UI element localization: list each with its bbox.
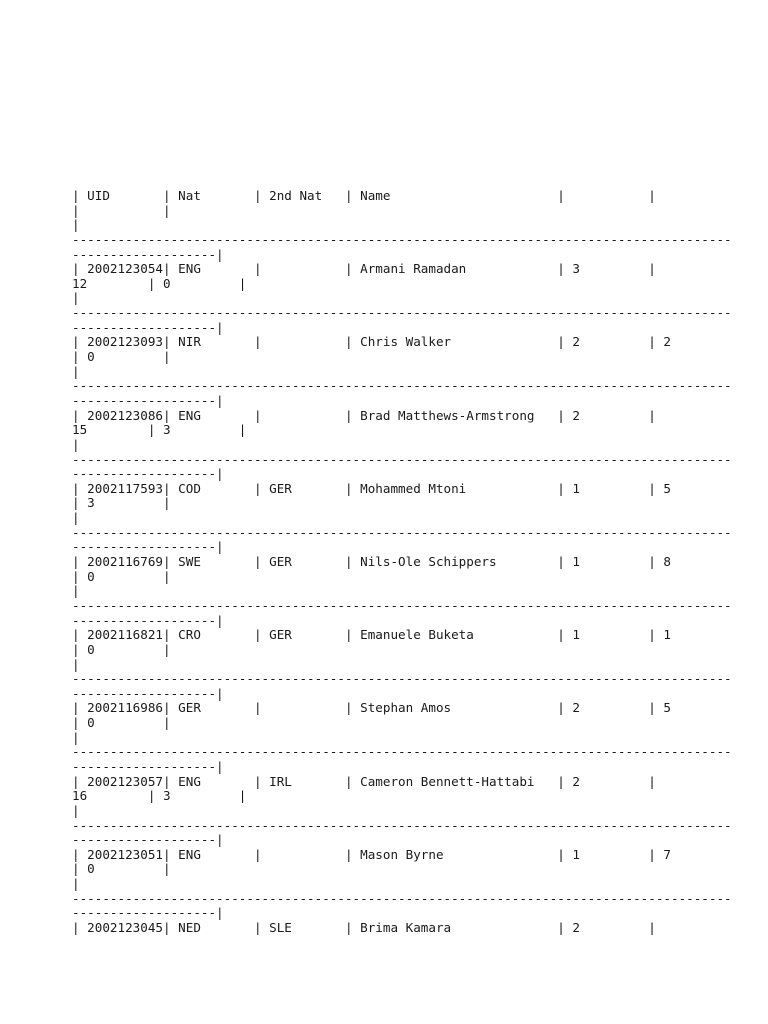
table-row-line-3: | <box>72 583 80 599</box>
document-page <box>72 188 732 936</box>
table-row-line-1: | 2002123086| ENG | | Brad Matthews-Armstrong | 2 | <box>72 407 656 423</box>
table-row-line-1: | 2002123045| NED | SLE | Brima Kamara | 2 | <box>72 920 656 936</box>
header-row-line-3: | <box>72 217 80 233</box>
row-divider: --------------------------------------------------------------------------------------- <box>72 597 732 613</box>
row-divider: --------------------------------------------------------------------------------------- <box>72 231 732 247</box>
table-row-line-1: | 2002123093| NIR | | Chris Walker | 2 | 2 <box>72 334 671 350</box>
table-row-line-2: | 0 | <box>72 641 171 657</box>
row-divider-end: -------------------| <box>72 392 224 408</box>
table-row-line-3: | <box>72 290 80 306</box>
row-divider-end: -------------------| <box>72 319 224 335</box>
table-row-line-1: | 2002116986| GER | | Stephan Amos | 2 | 5 <box>72 700 671 716</box>
table-row-line-2: | 0 | <box>72 568 171 584</box>
table-row-line-1: | 2002123057| ENG | IRL | Cameron Bennett-Hattabi | 2 | <box>72 773 656 789</box>
row-divider-end: -------------------| <box>72 685 224 701</box>
table-row-line-2: 12 | 0 | <box>72 275 247 291</box>
row-divider-end: -------------------| <box>72 466 224 482</box>
table-row-line-2: | 0 | <box>72 715 171 731</box>
table-row-line-3: | <box>72 876 80 892</box>
table-row-line-2: | 0 | <box>72 861 171 877</box>
table-row-line-3: | <box>72 729 80 745</box>
table-row-line-3: | <box>72 802 80 818</box>
table-row-line-2: 15 | 3 | <box>72 422 247 438</box>
row-divider-end: -------------------| <box>72 758 224 774</box>
table-row-line-3: | <box>72 656 80 672</box>
row-divider: --------------------------------------------------------------------------------------- <box>72 744 732 760</box>
row-divider: --------------------------------------------------------------------------------------- <box>72 671 732 687</box>
table-row-line-1: | 2002123051| ENG | | Mason Byrne | 1 | 7 <box>72 846 671 862</box>
row-divider: --------------------------------------------------------------------------------------- <box>72 817 732 833</box>
table-row-line-3: | <box>72 436 80 452</box>
table-row-line-3: | <box>72 363 80 379</box>
row-divider-end: -------------------| <box>72 905 224 921</box>
table-row-line-3: | <box>72 510 80 526</box>
header-row-line-2: | | <box>72 202 171 218</box>
table-row-line-1: | 2002117593| COD | GER | Mohammed Mtoni | 1 | 5 <box>72 480 671 496</box>
row-divider: --------------------------------------------------------------------------------------- <box>72 305 732 321</box>
table-row-line-2: | 3 | <box>72 495 171 511</box>
row-divider: --------------------------------------------------------------------------------------- <box>72 378 732 394</box>
table-row-line-2: 16 | 3 | <box>72 788 247 804</box>
row-divider-end: -------------------| <box>72 832 224 848</box>
row-divider: --------------------------------------------------------------------------------------- <box>72 524 732 540</box>
row-divider-end: -------------------| <box>72 539 224 555</box>
row-divider-end: -------------------| <box>72 246 224 262</box>
table-row-line-1: | 2002123054| ENG | | Armani Ramadan | 3 | <box>72 261 656 277</box>
row-divider: --------------------------------------------------------------------------------------- <box>72 451 732 467</box>
row-divider: --------------------------------------------------------------------------------------- <box>72 890 732 906</box>
table-row-line-2: | 0 | <box>72 349 171 365</box>
row-divider-end: -------------------| <box>72 612 224 628</box>
table-row-line-1: | 2002116769| SWE | GER | Nils-Ole Schippers | 1 | 8 <box>72 554 671 570</box>
header-row-line-1: | UID | Nat | 2nd Nat | Name | | <box>72 188 656 203</box>
table-row-line-1: | 2002116821| CRO | GER | Emanuele Buketa | 1 | 1 <box>72 627 671 643</box>
